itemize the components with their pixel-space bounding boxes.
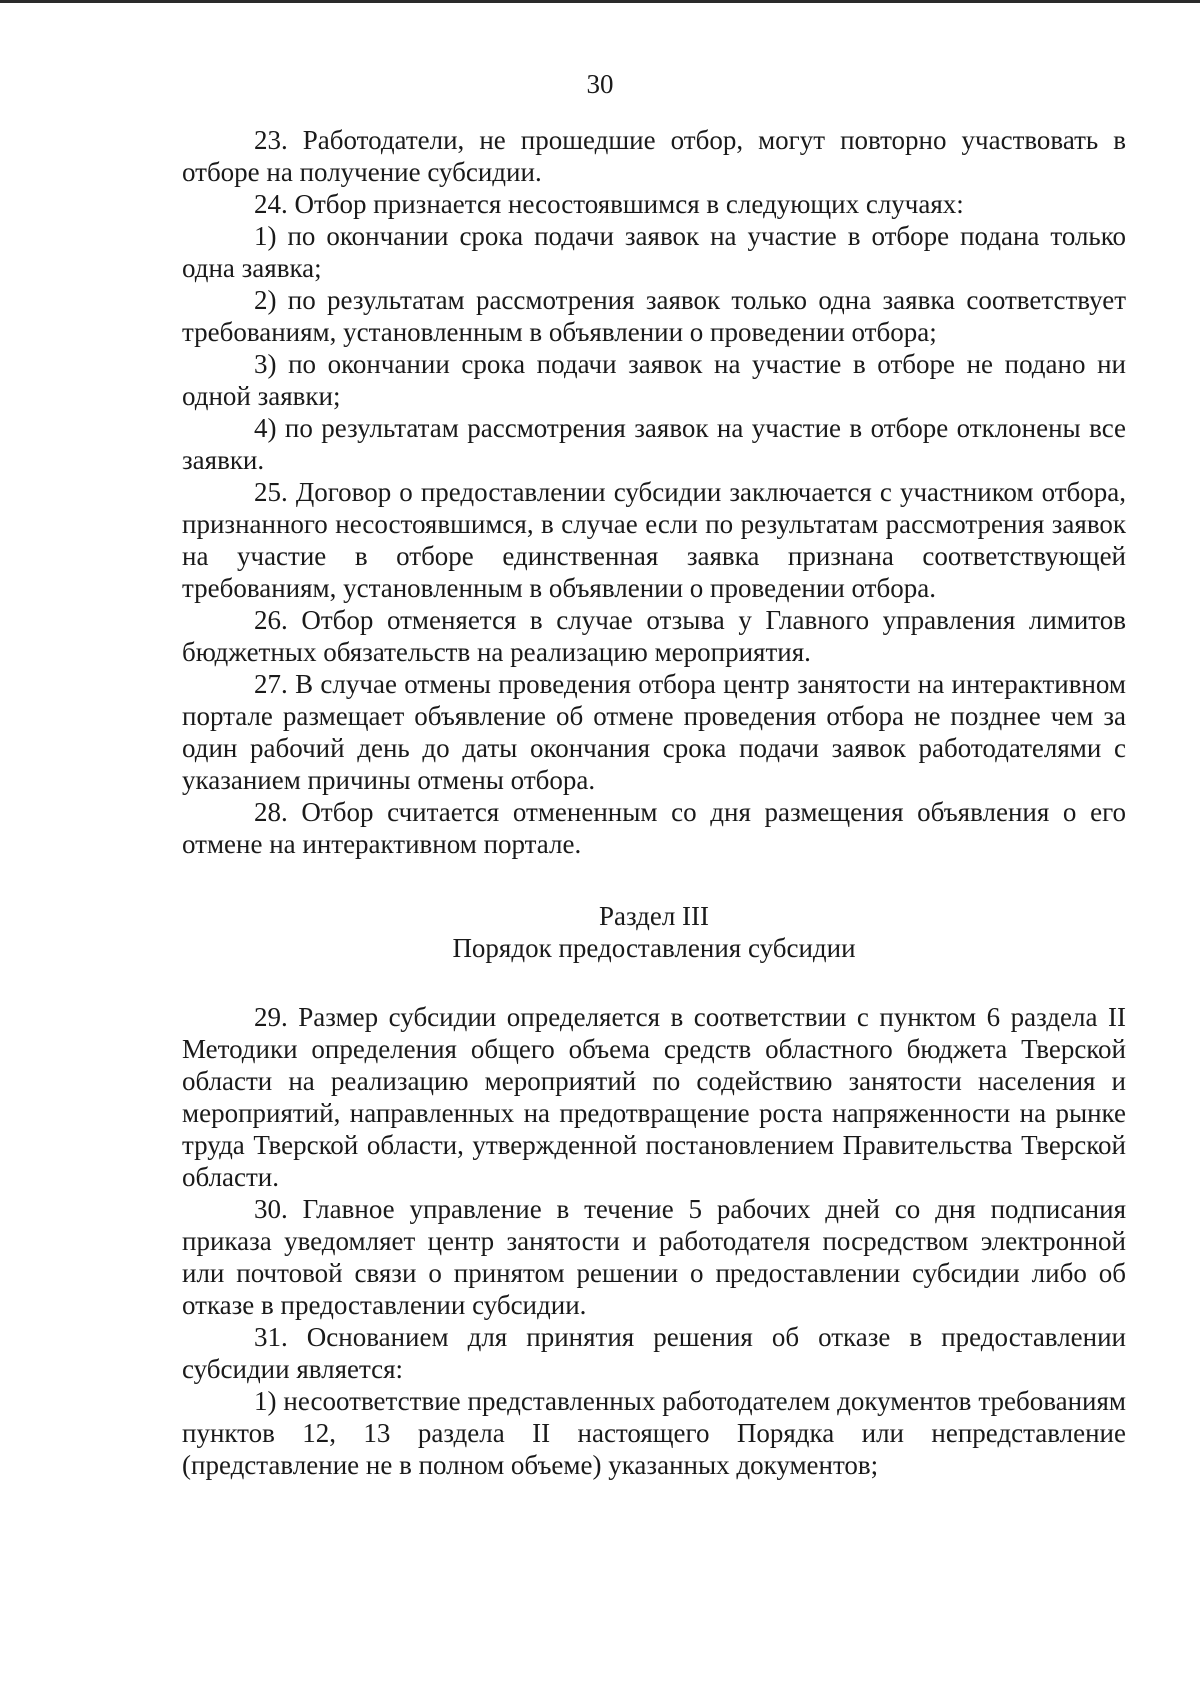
scan-top-border (0, 0, 1200, 3)
page-number: 30 (586, 69, 614, 99)
paragraph-25: 25. Договор о предоставлении субсидии заключается с участником отбора, признанного несостоявшимся, в случае если по результатам рассмотрения заявок на участие в отборе единственная заявка признана соответствующей требованиям, установленным в объявлении о проведении отбора. (182, 477, 1126, 603)
document-body (182, 124, 1126, 1481)
paragraph-24-item-3: 3) по окончании срока подачи заявок на участие в отборе не подано ни одной заявки; (182, 349, 1126, 411)
paragraph-24: 24. Отбор признается несостоявшимся в следующих случаях: (254, 189, 964, 219)
section-title: Порядок предоставления субсидии (452, 933, 856, 963)
paragraph-24-item-4: 4) по результатам рассмотрения заявок на участие в отборе отклонены все заявки. (182, 413, 1126, 475)
paragraph-24-item-2: 2) по результатам рассмотрения заявок только одна заявка соответствует требованиям, установленным в объявлении о проведении отбора; (182, 285, 1126, 347)
paragraph-23: 23. Работодатели, не прошедшие отбор, могут повторно участвовать в отборе на получение субсидии. (182, 125, 1126, 187)
paragraph-27: 27. В случае отмены проведения отбора центр занятости на интерактивном портале размещает объявление об отмене проведения отбора не позднее чем за один рабочий день до даты окончания срока подачи заявок работодателями с указанием причины отмены отбора. (182, 669, 1126, 795)
paragraph-26: 26. Отбор отменяется в случае отзыва у Главного управления лимитов бюджетных обязательств на реализацию мероприятия. (182, 605, 1126, 667)
paragraph-28: 28. Отбор считается отмененным со дня размещения объявления о его отмене на интерактивном портале. (182, 797, 1126, 859)
section-label: Раздел III (598, 901, 710, 931)
paragraph-29: 29. Размер субсидии определяется в соответствии с пунктом 6 раздела II Методики определения общего объема средств областного бюджета Тверской области на реализацию мероприятий по содействию занятости населения и мероприятий, направленных на предотвращение роста напряженности на рынке труда Тверской области, утвержденной постановлением Правительства Тверской области. (182, 1002, 1126, 1192)
paragraph-31-item-1: 1) несоответствие представленных работодателем документов требованиям пунктов 12, 13 раздела II настоящего Порядка или непредставление (представление не в полном объеме) указанных документов; (182, 1386, 1126, 1480)
paragraph-30: 30. Главное управление в течение 5 рабочих дней со дня подписания приказа уведомляет центр занятости и работодателя посредством электронной или почтовой связи о принятом решении о предоставлении субсидии либо об отказе в предоставлении субсидии. (182, 1194, 1126, 1320)
section-heading (182, 900, 1126, 964)
paragraph-31: 31. Основанием для принятия решения об отказе в предоставлении субсидии является: (182, 1322, 1126, 1384)
paragraph-24-item-1: 1) по окончании срока подачи заявок на участие в отборе подана только одна заявка; (182, 221, 1126, 283)
